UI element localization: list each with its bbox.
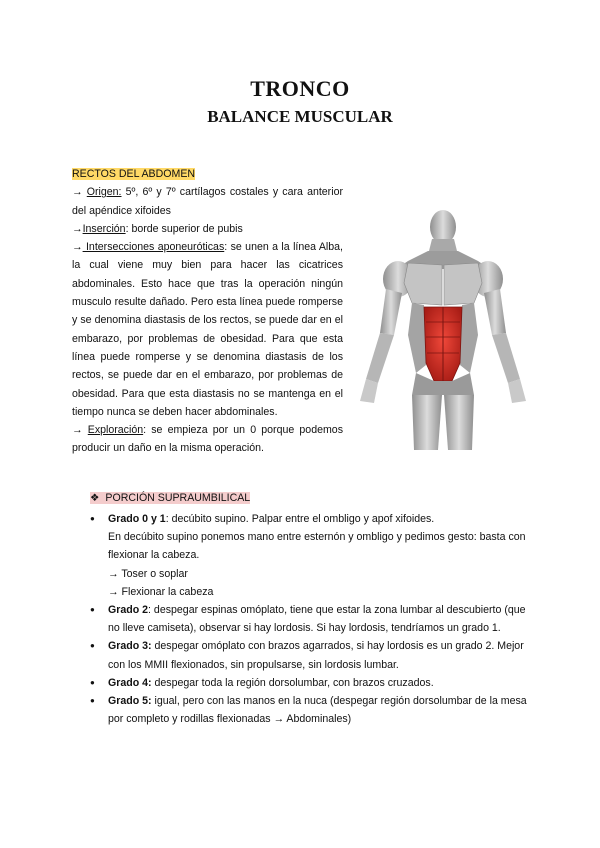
origin-label: Origen:	[86, 186, 122, 199]
section-heading: RECTOS DEL ABDOMEN	[72, 168, 196, 180]
intersections-label: Intersecciones aponeuróticas	[82, 241, 225, 254]
exploration-paragraph: → Exploración: se empieza por un 0 porque podemos producir un daño en la misma operación.	[72, 424, 343, 455]
list-item: ● Grado 0 y 1: decúbito supino. Palpar entre el ombligo y apof xifoides. En decúbito supino ponemos mano entre esternón y ombligo y pedimos gesto: basta con flexionar la cabeza. → Toser o soplar → Flexionar la cabeza	[90, 510, 530, 601]
origin-paragraph: → Origen: 5º, 6º y 7º cartílagos costales y cara anterior del apéndice xifoides	[72, 186, 343, 217]
anatomy-figure	[348, 205, 538, 450]
grade-label: Grado 3:	[108, 640, 152, 653]
list-item: ● Grado 5: igual, pero con las manos en la nuca (despegar región dorsolumbar de la mesa por completo y rodillas flexionadas → Abdominales)	[90, 692, 530, 728]
supraumbilical-heading	[90, 489, 250, 507]
exploration-label: Exploración	[87, 424, 144, 437]
diamond-bullet-icon: ❖	[90, 492, 100, 504]
list-item: ● Grado 4: despegar toda la región dorsolumbar, con brazos cruzados.	[90, 674, 530, 692]
page-title: TRONCO	[250, 76, 350, 101]
rectus-abdominis-section	[72, 165, 343, 458]
grade-label: Grado 5:	[108, 695, 152, 708]
grade-label: Grado 4:	[108, 676, 152, 689]
grade-label: Grado 2	[108, 604, 149, 617]
insertion-label: Inserción	[82, 222, 126, 235]
page-subtitle: BALANCE MUSCULAR	[207, 107, 393, 126]
intersections-paragraph: → Intersecciones aponeuróticas: se unen a la línea Alba, la cual viene muy bien para hacer las cicatrices abdominales. Esto hace que tras la operación ningún musculo resulte dañado. Pero esta línea puede romperse y se denomina diastasis de los rectos, se puede dar en el embarazo, por problemas de obesidad. Para que esta línea puede romperse y se denomina diastasis de los rectos, se puede dar en el embarazo, por problemas de obesidad. Para que esta diastasis no se mantenga en el tiempo nunca se deben hacer abdominales.	[72, 241, 343, 418]
grade-label: Grado 0 y 1	[108, 513, 166, 525]
supraumbilical-heading-text: ❖ PORCIÓN SUPRAUMBILICAL	[90, 492, 251, 504]
grades-list	[90, 510, 530, 728]
list-item: ● Grado 3: despegar omóplato con brazos agarrados, si hay lordosis es un grado 2. Mejor con los MMII flexionados, sin propulsarse, sin lordosis lumbar.	[90, 637, 530, 673]
list-item: ● Grado 2: despegar espinas omóplato, tiene que estar la zona lumbar al descubierto (que no lleve camiseta), observar si hay lordosis. Si hay lordosis, tendríamos un grado 1.	[90, 601, 530, 637]
insertion-paragraph: →Inserción: borde superior de pubis	[72, 222, 243, 235]
